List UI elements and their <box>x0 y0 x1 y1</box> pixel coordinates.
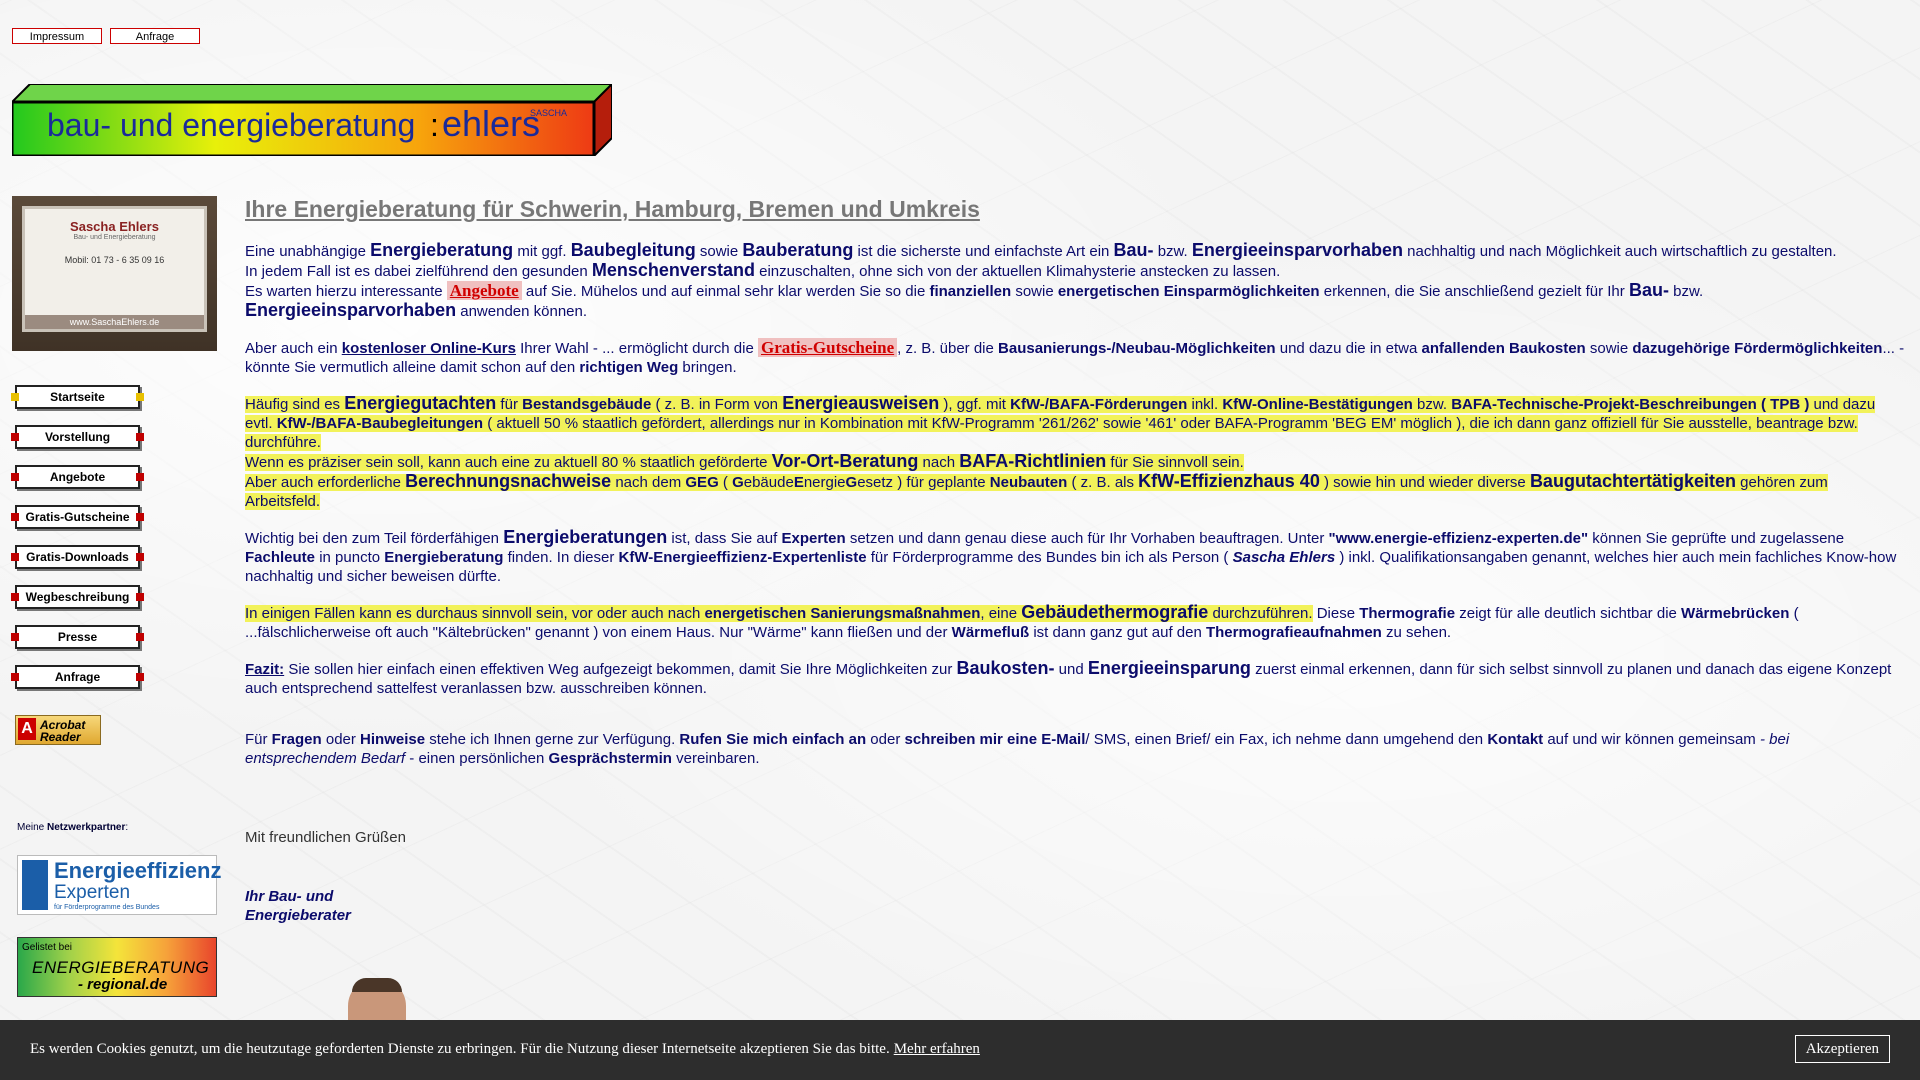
site-logo[interactable] <box>12 84 612 156</box>
ee-logo-caption: für Förderprogramme des Bundes <box>54 904 160 911</box>
partner-label: Meine Netzwerkpartner: <box>17 822 129 833</box>
nav-angebote[interactable] <box>15 465 140 489</box>
e-icon <box>22 860 48 910</box>
energieeffizienz-experten-logo[interactable] <box>17 855 222 915</box>
online-kurs-paragraph: Aber auch ein kostenloser Online-Kurs Ihrer Wahl - ... ermöglicht durch die Gratis-Gutscheine , z. B. über die Bausanierungs-/Neubau-Möglichkeiten und dazu die in etwa anfallenden Baukosten sowie dazugehörige Fördermöglichkeiten... - könnte Sie vermutlich alleine damit schon auf den richtigen Weg bringen. <box>245 338 1905 376</box>
nav-wegbeschreibung[interactable] <box>15 585 140 609</box>
nav-startseite[interactable] <box>15 385 140 409</box>
nav-bullet-icon <box>136 393 144 401</box>
logo-colon: : <box>430 107 439 143</box>
nav-label: Gratis-Gutscheine <box>25 510 130 524</box>
sign-name: Sascha Ehlers <box>70 219 159 234</box>
impressum-button[interactable]: Impressum <box>12 28 102 44</box>
fazit-paragraph: Fazit: Sie sollen hier einfach einen effektiven Weg aufgezeigt bekommen, damit Sie Ihre Möglichkeiten zur Baukosten- und Energieeinsparung zuerst einmal erkennen, dann für sich selbst sinnvoll zu planen und danach das eigene Konzept auch entsprechend sattelfest veranlassen bzw. ausschreiben können. <box>245 658 1892 697</box>
cookie-text: Es werden Cookies genutzt, um die heutzutage geforderten Dienste zu erbringen. Für die Nutzung dieser Internetseite akzeptieren Sie das bitte. Mehr erfahren <box>30 1041 980 1057</box>
signoff: Ihr Bau- und Energieberater <box>245 888 351 924</box>
nav-label: Presse <box>57 630 98 644</box>
thermografie-paragraph: In einigen Fällen kann es durchaus sinnvoll sein, vor oder auch nach energetischen Sanierungsmaßnahmen, eine Gebäudethermografie durchzuführen. Diese Thermografie zeigt für alle deutlich sichtbar die Wärmebrücken ( ...fälschlicherweise oft auch "Kältebrücken" genannt ) von einem Haus. Nur "Wärme" kann fließen und der Wärmefluß ist dann ganz gut auf den Thermografieaufnahmen zu sehen. <box>245 602 1799 641</box>
online-kurs-link[interactable]: kostenloser Online-Kurs <box>341 340 516 357</box>
main-content <box>245 196 1905 942</box>
business-sign-photo <box>12 196 217 351</box>
greeting: Mit freundlichen Grüßen <box>245 829 406 846</box>
cookie-accept-button[interactable]: Akzeptieren <box>1795 1035 1890 1063</box>
page-title: Ihre Energieberatung für Schwerin, Hamburg, Bremen und Umkreis <box>245 196 980 222</box>
angebote-link[interactable]: Angebote <box>447 281 522 300</box>
nav-bullet-icon <box>136 433 144 441</box>
nav-label: Wegbeschreibung <box>25 590 130 604</box>
nav-vorstellung[interactable] <box>15 425 140 449</box>
sign-phone: Mobil: 01 73 - 6 35 09 16 <box>64 255 165 265</box>
cookie-more-link[interactable]: Mehr erfahren <box>893 1041 980 1057</box>
nav-bullet-icon <box>11 473 19 481</box>
nav-bullet-icon <box>136 673 144 681</box>
nav-label: Anfrage <box>54 670 101 684</box>
nav-label: Vorstellung <box>44 430 111 444</box>
nav-bullet-icon <box>11 433 19 441</box>
nav-anfrage[interactable] <box>15 665 140 689</box>
energieberatung-regional-logo[interactable] <box>17 937 217 997</box>
nav-label: Gratis-Downloads <box>26 550 129 564</box>
nav-bullet-icon <box>136 633 144 641</box>
gratis-gutscheine-link[interactable]: Gratis-Gutscheine <box>758 338 897 357</box>
ee-logo-subtitle: Experten <box>54 882 131 903</box>
anfrage-top-button[interactable]: Anfrage <box>110 28 200 44</box>
nav-bullet-icon <box>136 593 144 601</box>
nav-bullet-icon <box>11 593 19 601</box>
nav-bullet-icon <box>136 553 144 561</box>
experten-paragraph: Wichtig bei den zum Teil förderfähigen Energieberatungen ist, dass Sie auf Experten setzen und dann genau diese auch für Ihr Vorhaben beauftragen. Unter "www.energie-effizienz-experten.de" können Sie geprüfte und zugelassene Fachleute in puncto Energieberatung finden. In dieser KfW-Energieeffizienz-Expertenliste für Förderprogramme des Bundes bin ich als Person ( Sascha Ehlers ) inkl. Qualifikationsangaben genannt, welches hier auch mein fachliches Know-how nachhaltig und sicher beweisen dürfte. <box>245 527 1897 585</box>
nav-bullet-icon <box>11 513 19 521</box>
nav-bullet-icon <box>11 633 19 641</box>
sign-url: www.SaschaEhlers.de <box>25 315 204 329</box>
eb-logo-title: ENERGIEBERATUNG <box>32 958 210 977</box>
acrobat-reader-label: Acrobat Reader <box>40 718 86 744</box>
nav-bullet-icon <box>136 513 144 521</box>
nav-presse[interactable] <box>15 625 140 649</box>
logo-first-name: SASCHA <box>530 108 568 118</box>
eb-logo-domain: - regional.de <box>78 976 168 993</box>
ee-logo-title: Energieeffizienz <box>54 858 222 883</box>
sign-subtitle: Bau- und Energieberatung <box>73 234 156 241</box>
adobe-icon: A <box>18 718 36 740</box>
logo-text: bau- und energieberatung <box>47 107 416 143</box>
nav-label: Angebote <box>49 470 106 484</box>
nav-label: Startseite <box>50 390 105 404</box>
nav-bullet-icon <box>11 673 19 681</box>
nav-bullet-icon <box>136 473 144 481</box>
contact-paragraph: Für Fragen oder Hinweise stehe ich Ihnen gerne zur Verfügung. Rufen Sie mich einfach an oder schreiben mir eine E-Mail/ SMS, einen Brief/ ein Fax, ich nehme dann umgehend den Kontakt auf und wir können gemeinsam - bei entsprechendem Bedarf - einen persönlichen Gesprächstermin vereinbaren. <box>245 731 1790 767</box>
intro-paragraph: Eine unabhängige Energieberatung mit ggf. Baubegleitung sowie Bauberatung ist die sicherste und einfachste Art ein Bau- bzw. Energieeinsparvorhaben nachhaltig und nach Möglichkeit auch wirtschaftlich zu gestalten. In jedem Fall ist es dabei zielführend den gesunden Menschenverstand einzuschalten, ohne sich von der aktuellen Klimahysterie anstecken zu lassen. Es warten hierzu interessante Angebote auf Sie. Mühelos und auf einmal sehr klar werden Sie so die finanziellen sowie energetischen Einsparmöglichkeiten erkennen, die Sie anschließend gezielt für Ihr Bau- bzw. Energieeinsparvorhaben anwenden können. <box>245 240 1837 320</box>
nav-gratis-gutscheine[interactable] <box>15 505 140 529</box>
acrobat-reader-badge[interactable] <box>15 715 101 745</box>
nav-gratis-downloads[interactable] <box>15 545 140 569</box>
cookie-banner <box>0 1020 1920 1080</box>
services-paragraph: Häufig sind es Energiegutachten für Bestandsgebäude ( z. B. in Form von Energieausweisen ), ggf. mit KfW-/BAFA-Förderungen inkl. KfW-Online-Bestätigungen bzw. BAFA-Technische-Projekt-Beschreibungen ( TPB ) und dazu evtl. KfW-/BAFA-Baubegleitungen ( aktuell 50 % staatlich gefördert, allerdings nur in Kombination mit KfW-Programm '261/262' sowie '461' oder BAFA-Programm 'BEG EM' möglich ), die ich dann ganz offiziell für Sie ausstelle, beantrage bzw. durchführe. Wenn es präziser sein soll, kann auch eine zu aktuell 80 % staatlich geförderte Vor-Ort-Beratung nach BAFA-Richtlinien für Sie sinnvoll sein. Aber auch erforderliche Berechnungsnachweise nach dem GEG ( GebäudeEnergieGesetz ) für geplante Neubauten ( z. B. als KfW-Effizienzhaus 40 ) sowie hin und wieder diverse Baugutachtertätigkeiten gehören zum Arbeitsfeld. <box>245 393 1876 510</box>
nav-bullet-icon <box>11 393 19 401</box>
eb-logo-listed: Gelistet bei <box>22 942 73 953</box>
logo-name: ehlers <box>442 103 541 144</box>
nav-bullet-icon <box>11 553 19 561</box>
